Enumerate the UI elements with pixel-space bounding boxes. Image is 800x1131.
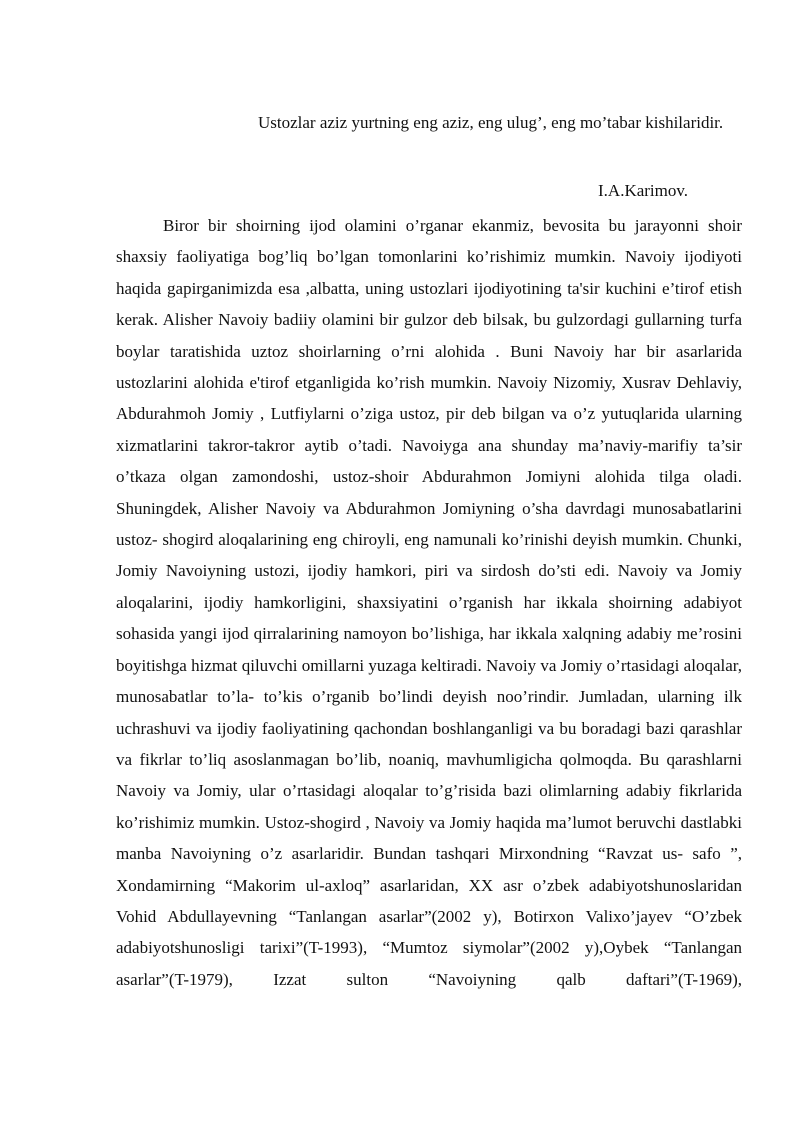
epigraph-text: Ustozlar aziz yurtning eng aziz, eng ulug’, eng mo’tabar kishilaridir.: [258, 113, 724, 132]
epigraph-author: I.A.Karimov.: [598, 181, 689, 200]
body-paragraph: Biror bir shoirning ijod olamini o’rganar ekanmiz, bevosita bu jarayonni shoir shaxsiy faoliyatiga bog’liq bo’lgan tomonlarini ko’rishimiz mumkin. Navoiy ijodiyoti haqida gapirganimizda esa ,albatta, uning ustozlari ijodiyotining ta'sir kuchini e’tirof etish kerak. Alisher Navoiy badiiy olamini bir gulzor deb bilsak, bu gulzordagi gullarning turfa boylar taratishida uztoz shoirlarning o’rni alohida . Buni Navoiy har bir asarlarida ustozlarini alohida e'tirof etganligida ko’rish mumkin. Navoiy Nizomiy, Xusrav Dehlaviy, Abdurahmoh Jomiy , Lutfiylarni o’ziga ustoz, pir deb bilgan va o’z yutuqlarida ularning xizmatlarini takror-takror aytib o’tadi. Navoiyga ana shunday ma’naviy-marifiy ta’sir o’tkaza olgan zamondoshi, ustoz-shoir Abdurahmon Jomiyni alohida tilga oladi. Shuningdek, Alisher Navoiy va Abdurahmon Jomiyning o’sha davrdagi munosabatlarini ustoz- shogird aloqalarining eng chiroyli, eng namunali ko’rinishi deyish mumkin. Chunki, Jomiy Navoiyning ustozi, ijodiy hamkori, piri va sirdosh do’sti edi. Navoiy va Jomiy aloqalarini, ijodiy hamkorligini, shaxsiyatini o’rganish har ikkala shoirning adabiyot sohasida yangi ijod qirralarining namoyon bo’lishiga, har ikkala xalqning adabiy me’rosini boyitishga hizmat qiluvchi omillarni yuzaga keltiradi. Navoiy va Jomiy o’rtasidagi aloqalar, munosabatlar to’la- to’kis o’rganib bo’lindi deyish noo’rindir. Jumladan, ularning ilk uchrashuvi va ijodiy faoliyatining qachondan boshlanganligi va bu boradagi bazi qarashlar va fikrlar to’liq asoslanmagan bo’lib, noaniq, mavhumligicha qolmoqda. Bu qarashlarni Navoiy va Jomiy, ular o’rtasidagi aloqalar to’g’risida bazi olimlarning adabiy fikrlarida ko’rishimiz mumkin. Ustoz-shogird , Navoiy va Jomiy haqida ma’lumot beruvchi dastlabki manba Navoiyning o’z asarlaridir. Bundan tashqari Mirxondning “Ravzat us- safo ”, Xondamirning “Makorim ul-axloq” asarlaridan, XX asr o’zbek adabiyotshunoslaridan Vohid Abdullayevning “Tanlangan asarlar”(2002 y), Botirxon Valixo’jayev “O’zbek adabiyotshunosligi tarixi”(T-1993), “Mumtoz siymolar”(2002 y),Oybek “Tanlangan asarlar”(T-1979), Izzat sulton “Navoiyning qalb daftari”(T-1969),: [116, 216, 742, 989]
epigraph: [208, 107, 742, 139]
main-body: [116, 210, 742, 995]
